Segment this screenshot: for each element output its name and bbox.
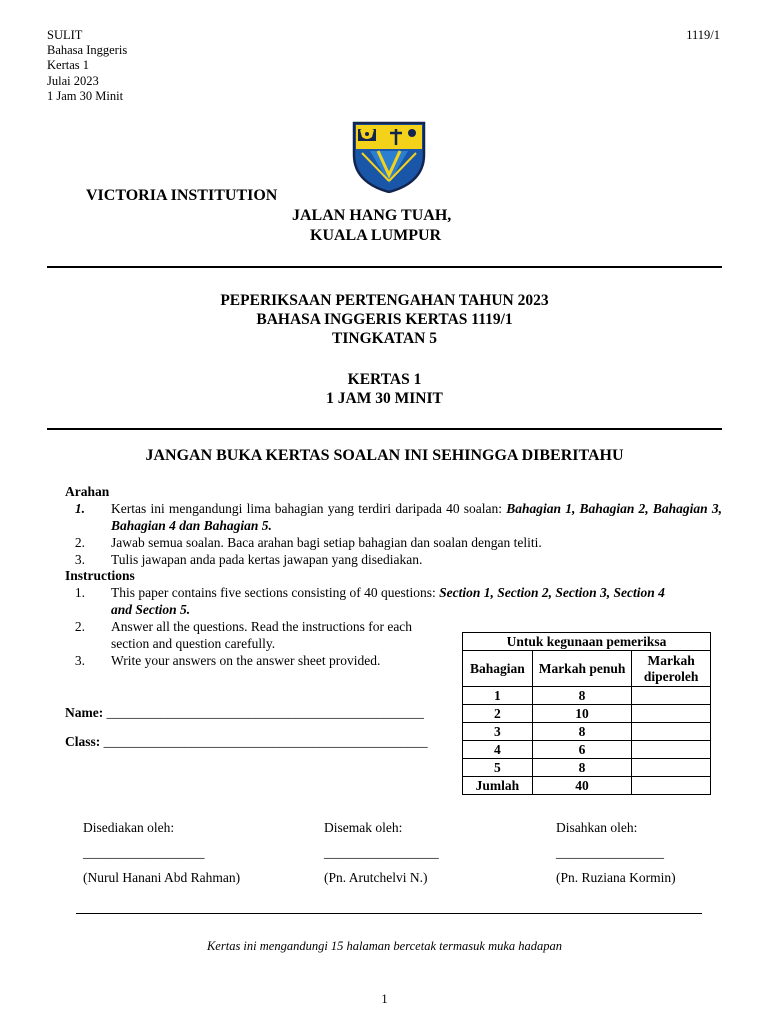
header-line: 1 Jam 30 Minit bbox=[47, 88, 124, 103]
section-cell: 5 bbox=[463, 759, 533, 777]
full-marks-cell: 10 bbox=[532, 705, 631, 723]
obtained-marks-cell[interactable] bbox=[632, 705, 711, 723]
header-line: Kertas 1 bbox=[47, 58, 89, 73]
school-crest-icon bbox=[352, 121, 426, 193]
name-label: Name: bbox=[65, 705, 104, 720]
school-address-line-1: JALAN HANG TUAH, bbox=[292, 207, 452, 224]
divider bbox=[47, 428, 722, 430]
section-cell: 3 bbox=[463, 723, 533, 741]
table-row bbox=[463, 705, 711, 723]
instructions-heading: Instructions bbox=[65, 568, 135, 583]
full-marks-cell: 8 bbox=[532, 759, 631, 777]
signature-person: (Nurul Hanani Abd Rahman) bbox=[83, 870, 241, 885]
school-name: VICTORIA INSTITUTION bbox=[86, 187, 278, 204]
divider bbox=[47, 266, 722, 268]
signature-person: (Pn. Ruziana Kormin) bbox=[556, 870, 676, 885]
paper-code: 1119/1 bbox=[686, 28, 720, 42]
full-marks-cell: 8 bbox=[532, 687, 631, 705]
page-number: 1 bbox=[381, 992, 388, 1006]
header-bahagian: Bahagian bbox=[463, 651, 533, 687]
page-count-note: Kertas ini mengandungi 15 halaman bercetak termasuk muka hadapan bbox=[206, 939, 563, 953]
name-field[interactable] bbox=[65, 705, 424, 722]
list-number: 1. bbox=[74, 501, 85, 516]
signature-line: _________________ bbox=[324, 845, 439, 860]
signature-label: Disemak oleh: bbox=[324, 820, 403, 835]
signature-prepared bbox=[83, 820, 240, 886]
list-number: 3. bbox=[74, 653, 85, 668]
paper-name: KERTAS 1 bbox=[347, 371, 422, 388]
signature-approved bbox=[556, 820, 676, 886]
paper-duration: 1 JAM 30 MINIT bbox=[326, 390, 443, 407]
list-number: 3. bbox=[74, 552, 85, 567]
paper-info bbox=[47, 370, 722, 408]
list-item: Write your answers on the answer sheet provided. bbox=[111, 653, 381, 668]
header-markah-diperoleh: Markah diperoleh bbox=[632, 651, 711, 687]
class-label: Class: bbox=[65, 734, 101, 749]
total-full-cell: 40 bbox=[532, 777, 631, 795]
signature-line: __________________ bbox=[83, 845, 205, 860]
signature-label: Disahkan oleh: bbox=[556, 820, 638, 835]
table-row bbox=[463, 759, 711, 777]
obtained-marks-cell[interactable] bbox=[632, 741, 711, 759]
table-row bbox=[463, 723, 711, 741]
list-number: 2. bbox=[74, 535, 85, 550]
signature-person: (Pn. Arutchelvi N.) bbox=[324, 870, 428, 885]
list-item: Jawab semua soalan. Baca arahan bagi setiap bahagian dan soalan dengan teliti. bbox=[111, 535, 542, 550]
header-line: SULIT bbox=[47, 28, 83, 42]
header-line: Julai 2023 bbox=[47, 73, 99, 88]
total-obtained-cell[interactable] bbox=[632, 777, 711, 795]
full-marks-cell: 6 bbox=[532, 741, 631, 759]
arahan-heading: Arahan bbox=[65, 484, 110, 499]
obtained-marks-cell[interactable] bbox=[632, 723, 711, 741]
exam-title bbox=[47, 291, 722, 348]
class-field[interactable] bbox=[65, 734, 428, 751]
signature-checked bbox=[324, 820, 439, 886]
section-cell: 4 bbox=[463, 741, 533, 759]
full-marks-cell: 8 bbox=[532, 723, 631, 741]
school-address-line-2: KUALA LUMPUR bbox=[310, 227, 442, 244]
exam-title-line: BAHASA INGGERIS KERTAS 1119/1 bbox=[256, 311, 513, 328]
warning-text: JANGAN BUKA KERTAS SOALAN INI SEHINGGA DIBERITAHU bbox=[145, 447, 624, 464]
table-row bbox=[463, 687, 711, 705]
name-line[interactable]: _______________________________________________ bbox=[106, 705, 424, 720]
header-line: Bahasa Inggeris bbox=[47, 43, 128, 58]
obtained-marks-cell[interactable] bbox=[632, 759, 711, 777]
exam-title-line: TINGKATAN 5 bbox=[332, 330, 437, 347]
header-info bbox=[47, 28, 127, 104]
header-markah-penuh: Markah penuh bbox=[532, 651, 631, 687]
class-line[interactable]: ________________________________________________ bbox=[103, 734, 428, 749]
total-label: Jumlah bbox=[463, 777, 533, 795]
score-table-title: Untuk kegunaan pemeriksa bbox=[463, 633, 711, 651]
obtained-marks-cell[interactable] bbox=[632, 687, 711, 705]
list-item: Answer all the questions. Read the instructions for each section and question carefully. bbox=[111, 619, 413, 651]
list-number: 1. bbox=[74, 585, 85, 600]
total-row bbox=[463, 777, 711, 795]
score-table bbox=[462, 632, 711, 795]
list-item: Kertas ini mengandungi lima bahagian yang terdiri daripada 40 soalan: Bahagian 1, Bahagian 2, Bahagian 3, Bahagian 4 dan Bahagian 5. bbox=[111, 501, 722, 533]
signature-label: Disediakan oleh: bbox=[83, 820, 175, 835]
list-item: Tulis jawapan anda pada kertas jawapan yang disediakan. bbox=[111, 552, 423, 567]
list-item: This paper contains five sections consisting of 40 questions: Section 1, Section 2, Section 3, Section 4 and Section 5. bbox=[111, 585, 665, 617]
signature-line: ________________ bbox=[556, 845, 664, 860]
section-cell: 2 bbox=[463, 705, 533, 723]
divider bbox=[76, 913, 702, 914]
exam-title-line: PEPERIKSAAN PERTENGAHAN TAHUN 2023 bbox=[220, 292, 549, 309]
list-number: 2. bbox=[74, 619, 85, 634]
section-cell: 1 bbox=[463, 687, 533, 705]
table-row bbox=[463, 741, 711, 759]
